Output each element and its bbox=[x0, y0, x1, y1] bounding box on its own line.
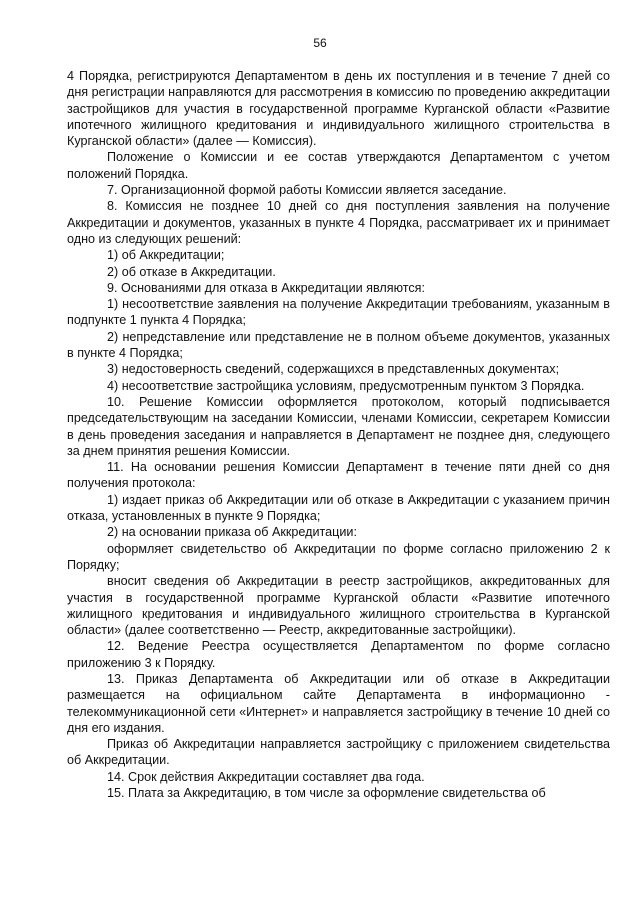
list-item: 3) недостоверность сведений, содержащихся в представленных документах; bbox=[107, 362, 560, 377]
paragraph-continuation: 4 Порядка, регистрируются Департаментом в день их поступления и в течение 7 дней со дня регистрации направляются для рассмотрения в комиссию по проведению аккредитации застройщиков для участия в государственной программе Курганской области «Развитие ипотечного жилищного кредитования и индивидуального жилищного строительства в Курганской области» (далее — Комиссия). bbox=[67, 69, 610, 149]
list-item: 4) несоответствие застройщика условиям, предусмотренным пунктом 3 Порядка. bbox=[107, 378, 585, 393]
list-item: 2) на основании приказа об Аккредитации: bbox=[107, 525, 357, 540]
paragraph: 15. Плата за Аккредитацию, в том числе за оформление свидетельства об bbox=[107, 786, 546, 801]
paragraph: 9. Основаниями для отказа в Аккредитации являются: bbox=[107, 280, 425, 295]
paragraph: 11. На основании решения Комиссии Департамент в течение пяти дней со дня получения протокола: bbox=[67, 460, 610, 491]
paragraph: 12. Ведение Реестра осуществляется Департаментом по форме согласно приложению 3 к Порядку. bbox=[67, 639, 610, 670]
paragraph: 7. Организационной формой работы Комиссии является заседание. bbox=[107, 183, 507, 198]
list-item: 1) об Аккредитации; bbox=[107, 248, 225, 263]
list-item: 2) об отказе в Аккредитации. bbox=[107, 264, 276, 279]
document-body bbox=[67, 68, 610, 801]
page-number: 56 bbox=[313, 36, 327, 50]
paragraph: Приказ об Аккредитации направляется застройщику с приложением свидетельства об Аккредитации. bbox=[67, 737, 610, 768]
paragraph: 13. Приказ Департамента об Аккредитации или об отказе в Аккредитации размещается на официальном сайте Департамента в информационно - телекоммуникационной сети «Интернет» и направляется застройщику в течение 10 дней со дня его издания. bbox=[67, 671, 610, 735]
sub-item: вносит сведения об Аккредитации в реестр застройщиков, аккредитованных для участия в государственной программе Курганской области «Развитие ипотечного жилищного кредитования и индивидуального жилищного строительства в Курганской области» (далее соответственно — Реестр, аккредитованные застройщики). bbox=[67, 574, 610, 638]
sub-item: оформляет свидетельство об Аккредитации по форме согласно приложению 2 к Порядку; bbox=[67, 541, 610, 572]
list-item: 2) непредставление или представление не в полном объеме документов, указанных в пункте 4 Порядка; bbox=[67, 329, 610, 361]
list-item: 1) издает приказ об Аккредитации или об отказе в Аккредитации с указанием причин отказа, установленных в пункте 9 Порядка; bbox=[67, 492, 610, 524]
paragraph: 14. Срок действия Аккредитации составляет два года. bbox=[107, 769, 425, 784]
list-item: 1) несоответствие заявления на получение Аккредитации требованиям, указанным в подпункте 1 пункта 4 Порядка; bbox=[67, 297, 610, 328]
paragraph: 8. Комиссия не позднее 10 дней со дня поступления заявления на получение Аккредитации и документов, указанных в пункте 4 Порядка, рассматривает их и принимает одно из следующих решений: bbox=[67, 199, 610, 246]
paragraph: Положение о Комиссии и ее состав утверждаются Департаментом с учетом положений Порядка. bbox=[67, 150, 610, 181]
paragraph: 10. Решение Комиссии оформляется протоколом, который подписывается председательствующим на заседании Комиссии, членами Комиссии, секретарем Комиссии в день проведения заседания и направляется в Департамент не позднее дня, следующего за днем принятия решения Комиссии. bbox=[67, 394, 610, 458]
